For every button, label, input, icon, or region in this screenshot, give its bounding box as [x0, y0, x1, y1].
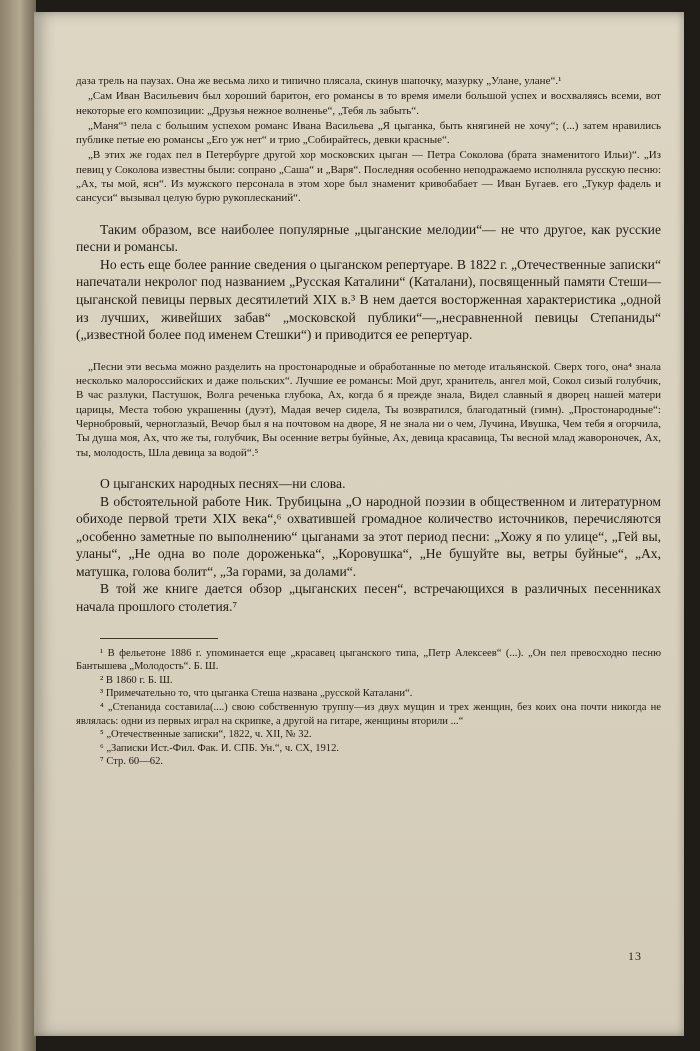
footnote: ⁷ Стр. 60—62. [100, 756, 164, 768]
footnote: ¹ В фельетоне 1886 г. упоминается еще „красавец цыганского типа, „Петр Алексеев“ (...). „Он пел превосходно песню Бантышева „Молодость“. Б. Ш. [76, 647, 661, 673]
quote-paragraph: „Маня“³ пела с большим успехом романс Ивана Васильева „Я цыганка, быть княгиней не хочу“; (...) затем нравились публике петые ею романсы „Его уж нет“ и трио „Собирайтесь, девки красные“. [76, 119, 661, 147]
body-text-1 [76, 221, 661, 344]
footnote: ³ Примечательно то, что цыганка Стеша названа „русской Каталани“. [100, 688, 413, 700]
previous-page-edge [0, 0, 36, 1051]
footnote: ⁶ „Записки Ист.-Фил. Фак. И. СПБ. Ун.“, ч. СХ, 1912. [100, 742, 340, 754]
body-paragraph: Но есть еще более ранние сведения о цыганском репертуаре. В 1822 г. „Отечественные записки“ напечатали некролог под названием „Русская Каталини“ (Каталани), посвященный памяти Стеши—цыганской певицы первых десятилетий XIX в.³ В нем дается восторженная характеристика „одной из лучших, живейших забав“ „московской публики“—„несравненной певицы Степаниды“ („известной более под именем Стешки“) и приводится ее репертуар. [76, 256, 661, 343]
quote-block-top [76, 74, 661, 206]
footnotes [76, 647, 661, 769]
footnote: ² В 1860 г. Б. Ш. [100, 674, 173, 686]
body-paragraph: Таким образом, все наиболее популярные „цыганские мелодии“— не что другое, как русские песни и романсы. [76, 221, 661, 255]
book-page [34, 12, 684, 1036]
footnote: ⁵ „Отечественные записки“, 1822, ч. XII, № 32. [100, 729, 312, 741]
quote-paragraph: даза трель на паузах. Она же весьма лихо и типично плясала, скинув шапочку, мазурку „Улане, улане“.¹ [76, 75, 562, 87]
body-text-2 [76, 475, 661, 616]
page-number: 13 [628, 949, 642, 963]
quote-paragraph: „В этих же годах пел в Петербурге другой хор московских цыган — Петра Соколова (брата знаменитого Ильи)“. „Из певиц у Соколова известны были: сопрано „Саша“ и „Варя“. Последняя особенно неподражаемо исполняла русскую песню: „Ах, ты мой, ясн“. Из мужского персонала в этом хоре был знаменит кривобабает — Иван Бугаев. его „Тукур фадель и сансуси“ вызывал целую бурю рукоплесканий“. [76, 149, 661, 205]
page-content [76, 74, 661, 769]
body-paragraph: В обстоятельной работе Ник. Трубицына „О народной поэзии в общественном и литературном обиходе первой трети XIX века“,⁶ охватившей громадное количество источников, перечисляются „особенно заметные по выполнению“ цыганами за этот период песни: „Хожу я по улице“, „Гей вы, уланы“, „Не одна во поле дороженька“, „Коровушка“, „Не бушуйте вы, ветры буйные“, „Ах, матушка, голова болит“, „За горами, за долами“. [76, 493, 661, 579]
body-paragraph: В той же книге дается обзор „цыганских песен“, встречающихся в различных песенниках начала прошлого столетия.⁷ [76, 581, 661, 615]
quote-block-repertoire [76, 360, 661, 460]
quote-paragraph: „Сам Иван Васильевич был хороший баритон, его романсы в то время имели большой успех и восхваляясь всеми, вот некоторые его композиции: „Друзья нежное волненье“, „Тебя ль забыть“. [76, 90, 661, 117]
body-paragraph: О цыганских народных песнях—ни слова. [100, 475, 346, 491]
footnote: ⁴ „Степанида составила(....) свою собственную труппу—из двух мущин и трех женщин, без коих она почти никогда не являлась: одни из первых играл на скрипке, а другой на гитаре, женщины вторили ...“ [76, 702, 661, 727]
quote-paragraph: „Песни эти весьма можно разделить на простонародные и обработанные по методе итальянской. Сверх того, она⁴ знала несколько малороссийских и даже польских“. Лучшие ее романсы: Мой друг, хранитель, ангел мой, Сокол сизый голубчик, В час разлуки, Пастушок, Волга реченька глубока, Ах, когда б я прежде знала, Видел славный я дворец нашей матери царицы, Места тобою украшенны (дуэт), Мадая вечер сидела, Ты возвратился, благодатный (гимн). „Простонародные“: Чернобровый, черноглазый, Вечор был я на почтовом на дворе, Я не знала ни о чем, Лучина, Ивушка, Чем тебя я огорчила, Ты душа моя, Ах, что же ты, голубчик, Вы осенние ветры буйные, Ах, девица красавица, Ты весной млад жавороночек, Ах, ты, молодость, Шла девица за водой“.⁵ [76, 360, 661, 459]
footnote-divider [100, 638, 218, 639]
